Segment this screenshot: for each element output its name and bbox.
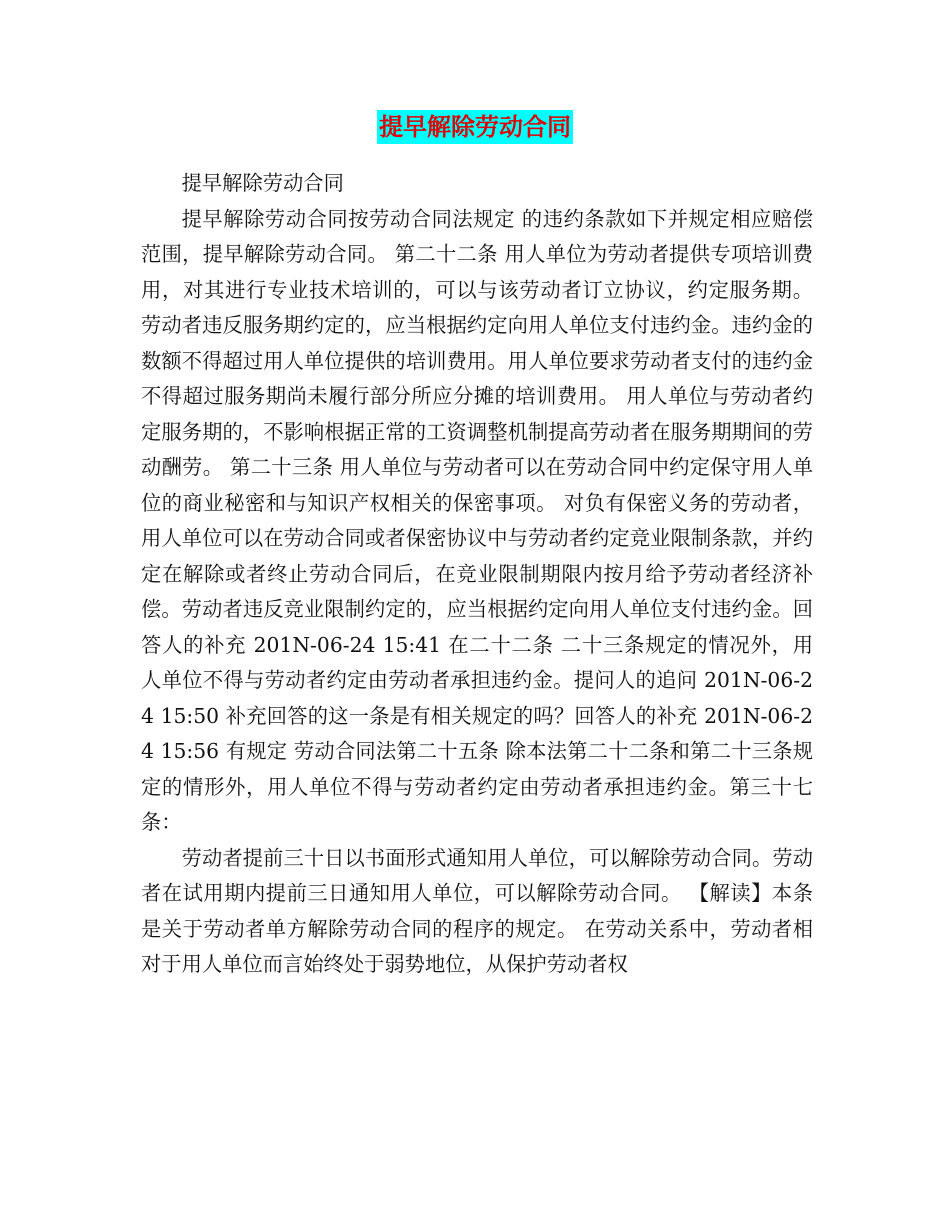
paragraph-article-37: 劳动者提前三十日以书面形式通知用人单位，可以解除劳动合同。劳动者在试用期内提前三日通知用人单位，可以解除劳动合同。 【解读】本条是关于劳动者单方解除劳动合同的程序的规定。 在劳动关系中，劳动者相对于用人单位而言始终处于弱势地位，从保护劳动者权 [141,845,813,976]
paragraph-main: 提早解除劳动合同按劳动合同法规定 的违约条款如下并规定相应赔偿范围，提早解除劳动合同。 第二十二条 用人单位为劳动者提供专项培训费用，对其进行专业技术培训的，可以与该劳动者订立协议，约定服务期。 劳动者违反服务期约定的，应当根据约定向用人单位支付违约金。违约金的数额不得超过用人单位提供的培训费用。用人单位要求劳动者支付的违约金不得超过服务期尚未履行部分所应分摊的培训费用。 用人单位与劳动者约定服务期的，不影响根据正常的工资调整机制提高劳动者在服务期期间的劳动酬劳。 第二十三条 用人单位与劳动者可以在劳动合同中约定保守用人单位的商业秘密和与知识产权相关的保密事项。 对负有保密义务的劳动者，用人单位可以在劳动合同或者保密协议中与劳动者约定竞业限制条款，并约定在解除或者终止劳动合同后，在竞业限制期限内按月给予劳动者经济补偿。劳动者违反竞业限制约定的，应当根据约定向用人单位支付违约金。回答人的补充 201N-06-24 15:41 在二十二条 二十三条规定的情况外，用人单位不得与劳动者约定由劳动者承担违约金。提问人的追问 201N-06-24 15:50 补充回答的这一条是有相关规定的吗？回答人的补充 201N-06-24 15:56 有规定 劳动合同法第二十五条 除本法第二十二条和第二十三条规定的情形外，用人单位不得与劳动者约定由劳动者承担违约金。第三十七条： [141,206,813,834]
document-body [141,166,813,983]
paragraph-subtitle: 提早解除劳动合同 [181,171,344,195]
document-title: 提早解除劳动合同 [377,110,573,144]
title-container [0,110,950,144]
